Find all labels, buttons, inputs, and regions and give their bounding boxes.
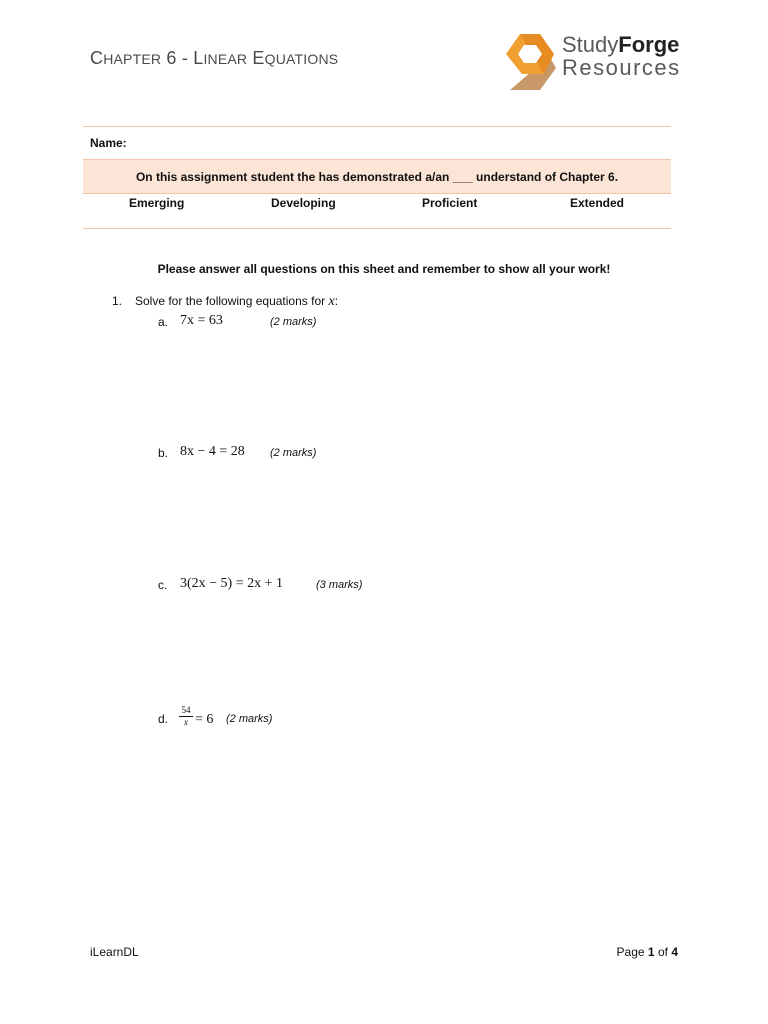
level-extended: Extended [570, 196, 625, 210]
question-colon: : [334, 294, 339, 308]
title-part: L [193, 48, 204, 68]
title-part: 6 - [161, 48, 194, 68]
page-number [617, 945, 678, 959]
page-total: 4 [671, 945, 678, 959]
logo-mark-icon [500, 32, 560, 94]
title-part: INEAR [203, 51, 248, 67]
logo-wordmark [562, 34, 681, 79]
level-developing: Developing [271, 196, 336, 210]
assessment-statement: On this assignment student the has demonstrated a/an ___ understand of Chapter 6. [83, 160, 671, 194]
page-current: 1 [647, 945, 655, 959]
question-number: 1. [112, 294, 123, 308]
part-b-marks: (2 marks) [270, 447, 317, 459]
footer-brand: iLearnDL [90, 945, 139, 959]
title-part: E [247, 48, 265, 68]
part-a-equation: 7x = 63 [180, 313, 223, 328]
title-part: QUATIONS [264, 51, 339, 67]
fraction-numerator: 54 [181, 705, 191, 715]
page-title [90, 48, 338, 69]
level-emerging: Emerging [129, 196, 185, 210]
logo-word-study: Study [562, 32, 619, 57]
part-d-label: d. [158, 712, 169, 726]
fraction-denominator: x [184, 717, 188, 727]
part-c-label: c. [158, 578, 168, 592]
level-proficient: Proficient [422, 196, 478, 210]
part-d-fraction [179, 706, 193, 727]
name-label: Name: [83, 127, 671, 160]
part-b-label: b. [158, 446, 169, 460]
studyforge-logo [500, 32, 680, 94]
part-d-equation-rest: = 6 [195, 712, 214, 727]
instructions-text: Please answer all questions on this sheet and remember to show all your work! [157, 262, 611, 276]
levels-row [83, 194, 671, 229]
name-row [83, 127, 671, 160]
part-d-marks: (2 marks) [226, 713, 273, 725]
page-word: Page [616, 945, 645, 959]
logo-word-resources: Resources [562, 55, 681, 80]
part-c-marks: (3 marks) [316, 579, 363, 591]
part-a-label: a. [158, 315, 169, 329]
assessment-table [83, 126, 671, 229]
title-part: HAPTER [103, 51, 162, 67]
question-prompt-text: Solve for the following equations for [135, 294, 326, 308]
title-part: C [90, 48, 104, 68]
question-prompt [135, 294, 338, 310]
part-c-equation: 3(2x − 5) = 2x + 1 [180, 576, 284, 591]
statement-row [83, 160, 671, 194]
page-of: of [657, 945, 668, 959]
logo-word-forge: Forge [618, 32, 680, 57]
question-variable: x [328, 294, 335, 309]
part-b-equation: 8x − 4 = 28 [180, 444, 245, 459]
part-a-marks: (2 marks) [270, 316, 317, 328]
